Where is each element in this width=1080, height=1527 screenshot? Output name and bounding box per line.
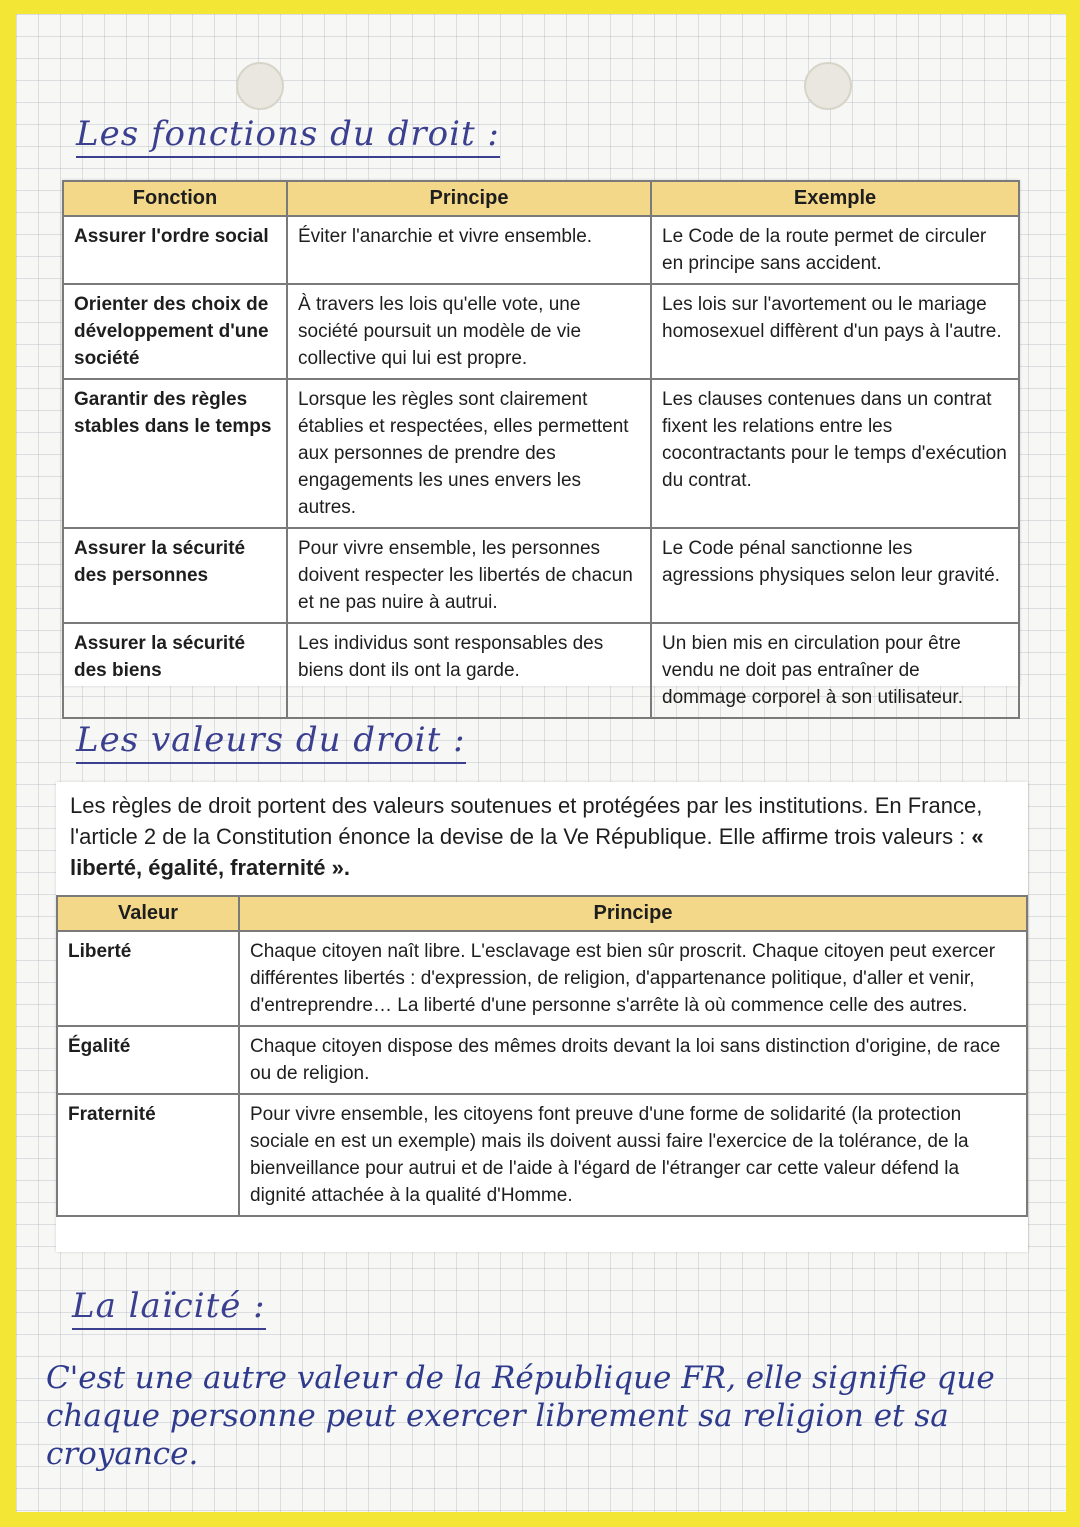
principe-cell: Lorsque les règles sont clairement établies et respectées, elles permettent aux personnes de prendre des engagements les unes envers les autres. [287,379,651,528]
fonction-cell: Assurer la sécurité des personnes [63,528,287,623]
principe-cell: Chaque citoyen dispose des mêmes droits devant la loi sans distinction d'origine, de race ou de religion. [239,1026,1027,1094]
header-exemple: Exemple [651,181,1019,216]
devise-text: « liberté, égalité, fraternité ». [70,824,984,880]
fonction-cell: Assurer l'ordre social [63,216,287,284]
table-row [57,1094,1027,1216]
valeurs-table [56,895,1028,1217]
exemple-cell: Les clauses contenues dans un contrat fixent les relations entre les cocontractants pour le temps d'exécution du contrat. [651,379,1019,528]
fonction-cell: Orienter des choix de développement d'une société [63,284,287,379]
header-valeur: Valeur [57,896,239,931]
laicite-text: C'est une autre valeur de la République FR, elle signifie que chaque personne peut exercer librement sa religion et sa croyance. [46,1360,995,1472]
valeurs-intro-text: Les règles de droit portent des valeurs soutenues et protégées par les institutions. En France, l'article 2 de la Constitution énonce la devise de la Ve République. Elle affirme trois valeurs : [70,793,983,849]
valeur-cell: Égalité [57,1026,239,1094]
heading-fonctions: Les fonctions du droit : [76,114,500,158]
table-row [63,216,1019,284]
table-row [63,528,1019,623]
table-row [63,284,1019,379]
fonctions-table [62,180,1020,719]
exemple-cell: Le Code pénal sanctionne les agressions physiques selon leur gravité. [651,528,1019,623]
principe-cell: Les individus sont responsables des biens dont ils ont la garde. [287,623,651,718]
exemple-cell: Les lois sur l'avortement ou le mariage homosexuel diffèrent d'un pays à l'autre. [651,284,1019,379]
header-principe: Principe [239,896,1027,931]
principe-cell: Pour vivre ensemble, les personnes doivent respecter les libertés de chacun et ne pas nuire à autrui. [287,528,651,623]
fonction-cell: Garantir des règles stables dans le temps [63,379,287,528]
principe-cell: À travers les lois qu'elle vote, une société poursuit un modèle de vie collective qui lui est propre. [287,284,651,379]
exemple-cell: Le Code de la route permet de circuler en principe sans accident. [651,216,1019,284]
header-principe: Principe [287,181,651,216]
valeurs-card [56,782,1028,1252]
notebook-sheet [16,14,1066,1512]
fonction-cell: Assurer la sécurité des biens [63,623,287,718]
exemple-cell: Un bien mis en circulation pour être vendu ne doit pas entraîner de dommage corporel à son utilisateur. [651,623,1019,718]
valeurs-intro [56,782,1028,891]
principe-cell: Chaque citoyen naît libre. L'esclavage est bien sûr proscrit. Chaque citoyen peut exercer différentes libertés : d'expression, de religion, d'appartenance politique, d'aller et venir, d'entreprendre… La liberté d'une personne s'arrête là où commence celle des autres. [239,931,1027,1026]
valeur-cell: Fraternité [57,1094,239,1216]
principe-cell: Pour vivre ensemble, les citoyens font preuve d'une forme de solidarité (la protection sociale en est un exemple) mais ils doivent aussi faire l'exercice de la tolérance, de la bienveillance pour autrui et de l'aide à l'égard de l'étranger car cette valeur défend la dignité attachée à la qualité d'Homme. [239,1094,1027,1216]
binder-hole-right [804,62,852,110]
table-row [57,1026,1027,1094]
valeur-cell: Liberté [57,931,239,1026]
fonctions-header-row [63,181,1019,216]
valeurs-header-row [57,896,1027,931]
binder-hole-left [236,62,284,110]
table-row [63,379,1019,528]
table-row [63,623,1019,718]
header-fonction: Fonction [63,181,287,216]
table-row [57,931,1027,1026]
principe-cell: Éviter l'anarchie et vivre ensemble. [287,216,651,284]
fonctions-table-card [62,180,1020,708]
heading-laicite: La laïcité : [72,1286,266,1330]
heading-valeurs: Les valeurs du droit : [76,720,466,764]
